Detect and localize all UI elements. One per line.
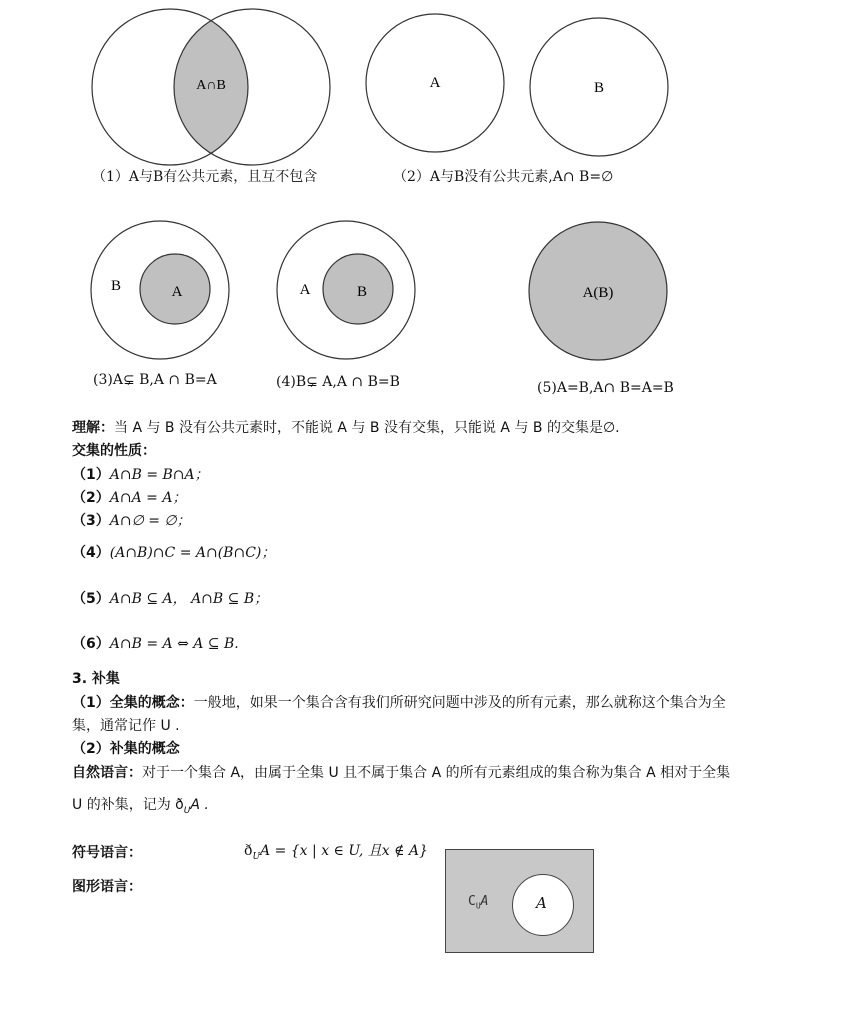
- fig1-label: A∩B: [196, 78, 226, 93]
- property-expr: A∩B ⊆ A， A∩B ⊆ B；: [109, 591, 269, 607]
- property-expr: A∩∅ = ∅；: [109, 513, 191, 529]
- natural-line-2: [72, 794, 209, 816]
- complement-u-sub: U: [475, 901, 481, 911]
- fig2-caption: （2）A与B没有公共元素,A∩ B=∅: [393, 169, 614, 185]
- fig2-label-a: A: [429, 75, 441, 91]
- universal-set-box: [445, 849, 594, 953]
- symbol-sub: U: [252, 851, 261, 862]
- property-item-1: [72, 464, 209, 484]
- property-num: （4）: [72, 545, 110, 561]
- complement-region-label: [468, 894, 488, 911]
- property-item-6: [72, 633, 239, 653]
- symbol-label: 符号语言：: [72, 845, 142, 861]
- symbol-expression: [244, 840, 428, 862]
- natural-text-2: U 的补集，记为 ð: [72, 797, 184, 813]
- symbol-rest: A = {x | x ∈ U, 且x ∉ A}: [260, 843, 428, 859]
- universal-text: 一般地，如果一个集合含有我们所研究问题中涉及的所有元素，那么就称这个集合为全: [193, 695, 726, 711]
- understanding-line: [72, 417, 620, 437]
- property-num: （5）: [72, 591, 110, 607]
- natural-sub: U: [183, 805, 191, 816]
- natural-label: 自然语言：: [72, 765, 142, 781]
- fig4-outer-label: A: [299, 282, 311, 298]
- understanding-label: 理解：: [72, 420, 114, 436]
- fig2-label-b: B: [593, 80, 605, 96]
- property-item-2: [72, 487, 186, 507]
- natural-line-1: [72, 762, 730, 782]
- fig1-caption: （1）A与B有公共元素，且互不包含: [92, 169, 318, 185]
- fig5-caption: (5)A=B,A∩ B=A=B: [537, 380, 674, 396]
- understanding-text: 当 A 与 B 没有公共元素时，不能说 A 与 B 没有交集，只能说 A 与 B 的交集是∅.: [114, 420, 620, 436]
- property-expr: A∩A = A；: [109, 490, 187, 506]
- fig3-outer-label: B: [110, 278, 122, 294]
- complement-c: C: [468, 894, 476, 909]
- universal-line-1: [72, 692, 726, 712]
- property-num: （1）: [72, 467, 110, 483]
- symbol-complement-sign: ð: [244, 843, 253, 859]
- fig4-inner-label: B: [356, 284, 368, 300]
- universal-line-2: 集，通常记作 U .: [72, 718, 180, 734]
- natural-end: A .: [190, 797, 209, 813]
- property-num: （2）: [72, 490, 110, 506]
- complement-concept-title: （2）补集的概念: [72, 741, 180, 757]
- natural-text: 对于一个集合 A，由属于全集 U 且不属于集合 A 的所有元素组成的集合称为集合 A 相对于全集: [142, 765, 731, 781]
- property-expr: (A∩B)∩C = A∩(B∩C)；: [109, 545, 276, 561]
- complement-heading: 3. 补集: [72, 671, 120, 687]
- universal-label: （1）全集的概念：: [72, 695, 194, 711]
- property-item-5: [72, 588, 268, 608]
- property-expr: A∩B = B∩A；: [109, 467, 209, 483]
- property-item-4: [72, 542, 275, 562]
- properties-title: 交集的性质：: [72, 443, 156, 459]
- fig5-label: A(B): [582, 285, 614, 301]
- complement-a: A: [480, 894, 489, 909]
- venn-row-2: [0, 210, 860, 380]
- fig3-caption: (3)A⊊ B,A ∩ B=A: [93, 372, 217, 388]
- set-a-label: A: [536, 894, 547, 912]
- fig4-caption: (4)B⊊ A,A ∩ B=B: [276, 374, 400, 390]
- property-num: （3）: [72, 513, 110, 529]
- property-expr: A∩B = A ⇔ A ⊆ B.: [109, 636, 239, 652]
- property-item-3: [72, 510, 191, 530]
- fig3-inner-label: A: [171, 284, 183, 300]
- graph-label: 图形语言：: [72, 879, 142, 895]
- property-num: （6）: [72, 636, 110, 652]
